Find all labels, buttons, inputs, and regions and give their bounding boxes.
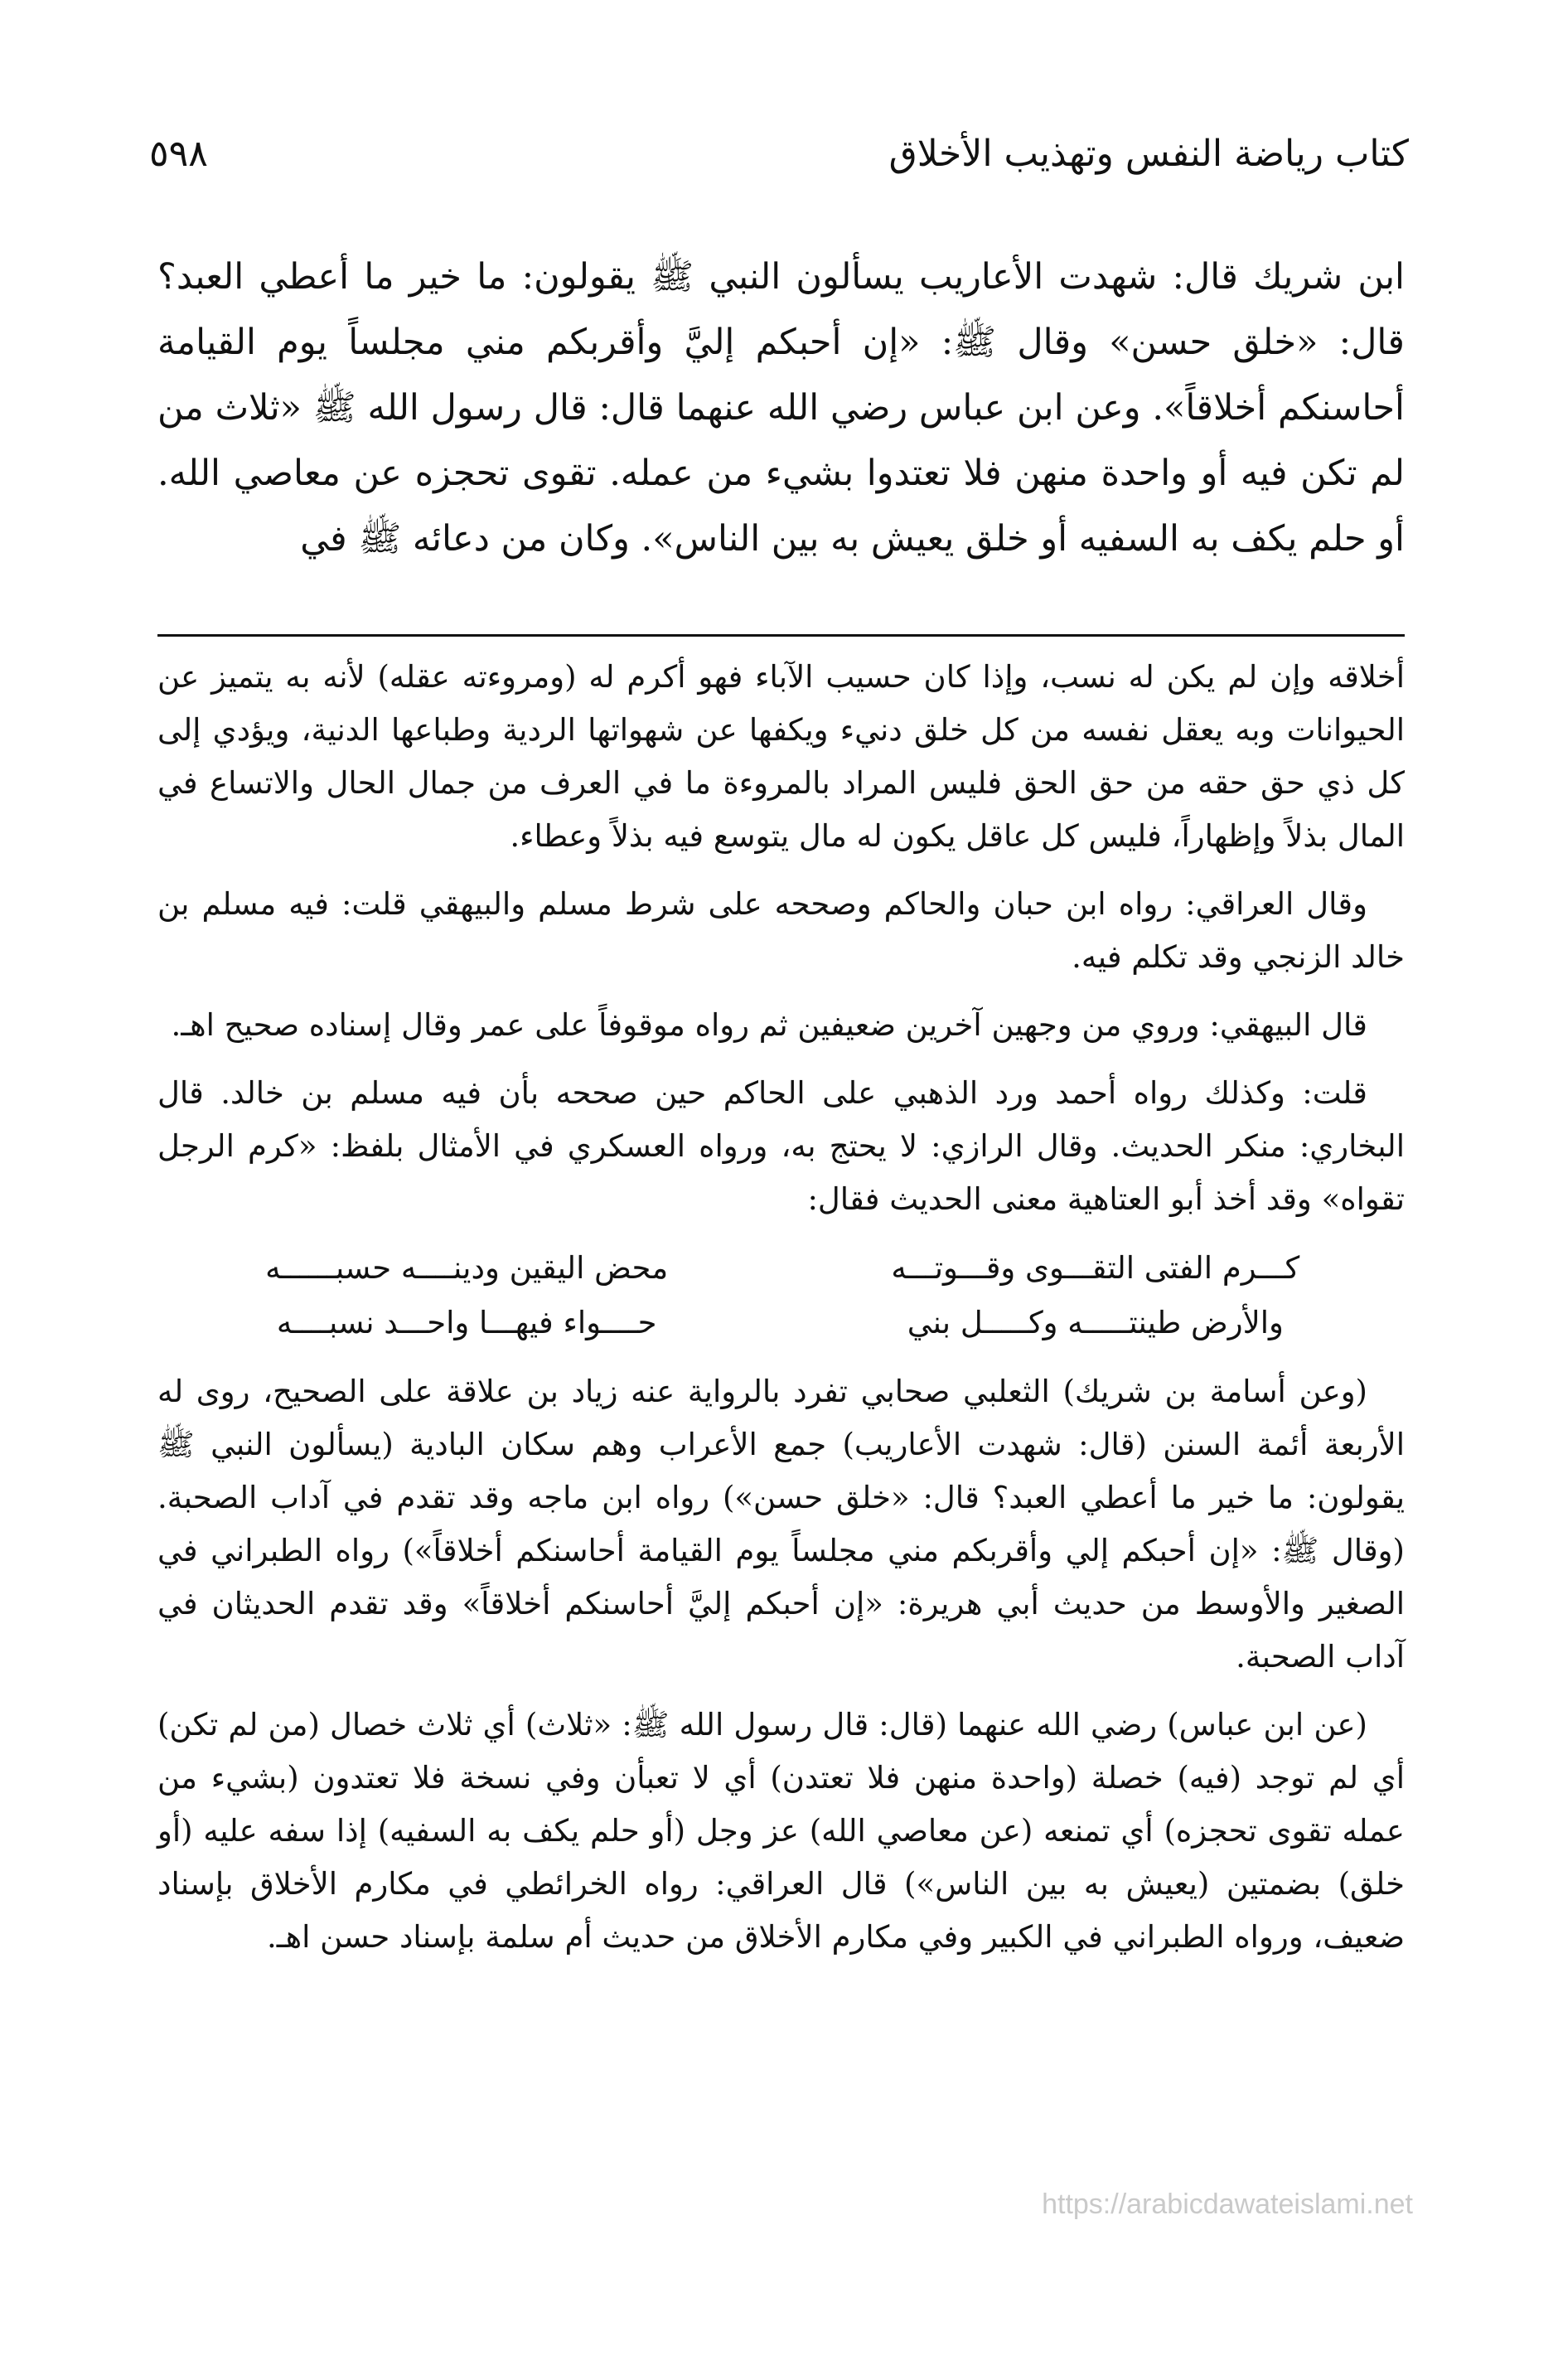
commentary-block (157, 651, 1405, 1979)
poem-hemistich: حــــواء فيهـــا واحـــد نسبــــه (276, 1305, 657, 1340)
watermark-url: https://arabicdawateislami.net (1042, 2189, 1413, 2220)
footnote-divider (157, 634, 1405, 637)
commentary-paragraph-2: وقال العراقي: رواه ابن حبان والحاكم وصححه على شرط مسلم والبيهقي قلت: فيه مسلم بن خالد الزنجي وقد تكلم فيه. (157, 886, 1405, 975)
commentary-paragraph-5: (وعن أسامة بن شريك) الثعلبي صحابي تفرد بالرواية عنه زياد بن علاقة على الصحيح، روى له الأربعة أئمة السنن (قال: شهدت الأعاريب) جمع الأعراب وهم سكان البادية (يسألون النبي ﷺ يقولون: ما خير ما أعطي العبد؟ قال: «خلق حسن») رواه ابن ماجه وقد تقدم في آداب الصحبة. (وقال ﷺ: «إن أحبكم إلي وأقربكم مني مجلساً يوم القيامة أحاسنكم أخلاقاً») رواه الطبراني في الصغير والأوسط من حديث أبي هريرة: «إن أحبكم إليَّ أحاسنكم أخلاقاً» وقد تقدم الحديثان في آداب الصحبة. (157, 1374, 1405, 1675)
commentary-paragraph-1: أخلاقه وإن لم يكن له نسب، وإذا كان حسيب الآباء فهو أكرم له (ومروءته عقله) لأنه به يتميز عن الحيوانات وبه يعقل نفسه من كل خلق دنيء ويكفها عن شهواتها الردية وطباعها الدنية، ويؤدي إلى كل ذي حق حقه من حق الحق فليس المراد بالمروءة ما في العرف من جمال الحال والاتساع في المال بذلاً وإظهاراً، فليس كل عاقل يكون له مال يتوسع فيه بذلاً وعطاء. (157, 659, 1405, 854)
poem-line-1 (157, 1241, 1405, 1296)
poem-hemistich: كـــرم الفتى التقـــوى وقـــوتـــه (891, 1250, 1300, 1286)
poem-line-2 (157, 1296, 1405, 1350)
book-title: كتاب رياضة النفس وتهذيب الأخلاق (888, 132, 1409, 175)
page-number: ٥٩٨ (149, 132, 208, 175)
main-text-block (157, 245, 1405, 572)
poem (157, 1241, 1405, 1350)
commentary-paragraph-4: قلت: وكذلك رواه أحمد ورد الذهبي على الحاكم حين صححه بأن فيه مسلم بن خالد. قال البخاري: منكر الحديث. وقال الرازي: لا يحتج به، ورواه العسكري في الأمثال بلفظ: «كرم الرجل تقواه» وقد أخذ أبو العتاهية معنى الحديث فقال: (157, 1075, 1405, 1217)
commentary-paragraph-6: (عن ابن عباس) رضي الله عنهما (قال: قال رسول الله ﷺ: «ثلاث) أي ثلاث خصال (من لم تكن) أي لم توجد (فيه) خصلة (واحدة منهن فلا تعتدن) أي لا تعبأن وفي نسخة فلا تعتدون (بشيء من عمله تقوى تحجزه) أي تمنعه (عن معاصي الله) عز وجل (أو حلم يكف به السفيه) إذا سفه عليه (أو خلق) بضمتين (يعيش به بين الناس») قال العراقي: رواه الخرائطي في مكارم الأخلاق بإسناد ضعيف، ورواه الطبراني في الكبير وفي مكارم الأخلاق من حديث أم سلمة بإسناد حسن اهـ. (157, 1707, 1405, 1955)
poem-hemistich: محض اليقين ودينــــه حسبــــــه (265, 1250, 669, 1286)
commentary-paragraph-3: قال البيهقي: وروي من وجهين آخرين ضعيفين ثم رواه موقوفاً على عمر وقال إسناده صحيح اهـ. (171, 1007, 1367, 1043)
main-paragraph: ابن شريك قال: شهدت الأعاريب يسألون النبي ﷺ يقولون: ما خير ما أعطي العبد؟ قال: «خلق حسن» وقال ﷺ: «إن أحبكم إليَّ وأقربكم مني مجلساً يوم القيامة أحاسنكم أخلاقاً». وعن ابن عباس رضي الله عنهما قال: قال رسول الله ﷺ «ثلاث من لم تكن فيه أو واحدة منهن فلا تعتدوا بشيء من عمله. تقوى تحجزه عن معاصي الله. أو حلم يكف به السفيه أو خلق يعيش به بين الناس». وكان من دعائه ﷺ في (157, 256, 1405, 560)
poem-hemistich: والأرض طينتـــــه وكـــــل بني (907, 1305, 1284, 1340)
page-header (149, 124, 1409, 182)
